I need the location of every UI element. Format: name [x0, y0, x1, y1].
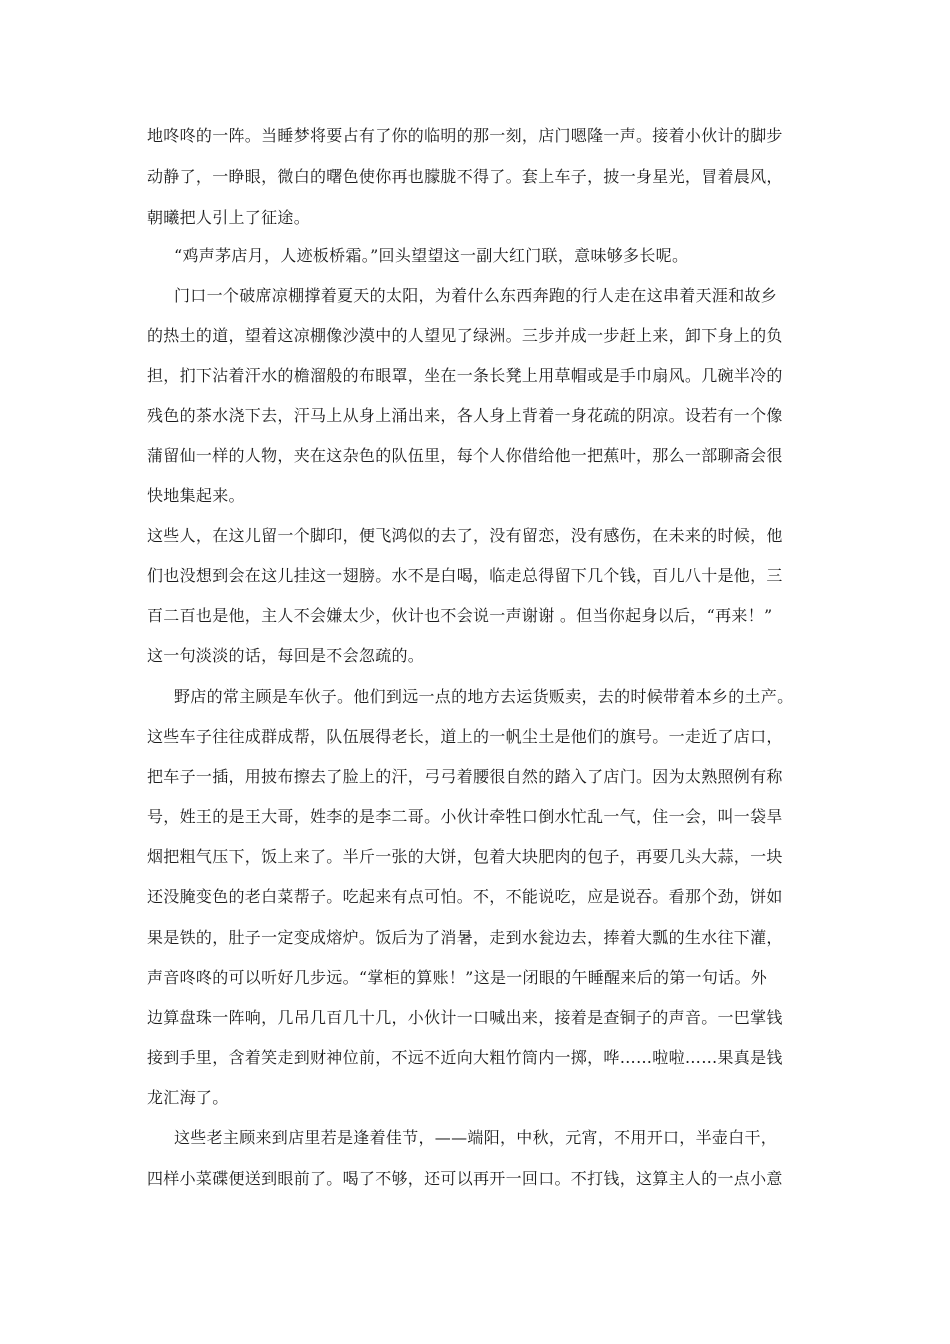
text-line: 百二百也是他，主人不会嫌太少，伙计也不会说一声谢谢 。但当你起身以后，“再来！” — [147, 606, 773, 625]
text-line: 边算盘珠一阵响，几吊几百几十几，小伙计一口喊出来，接着是查铜子的声音。一巴掌钱 — [147, 1008, 783, 1027]
text-line: 蒲留仙一样的人物，夹在这杂色的队伍里，每个人你借给他一把蕉叶，那么一部聊斋会很 — [147, 446, 783, 465]
text-line: 担，扪下沾着汗水的檐溜般的布眼罩，坐在一条长凳上用草帽或是手巾扇风。几碗半冷的 — [147, 366, 783, 385]
text-line: “鸡声茅店月，人迹板桥霜。”回头望望这一副大红门联，意味够多长呢。 — [174, 246, 689, 265]
text-line: 快地集起来。 — [147, 486, 245, 505]
text-line: 这些老主顾来到店里若是逢着佳节，——端阳，中秋，元宵，不用开口，半壶白干， — [174, 1128, 778, 1147]
text-line: 还没腌变色的老白菜帮子。吃起来有点可怕。不，不能说吃，应是说吞。看那个劲，饼如 — [147, 887, 783, 906]
text-line: 龙汇海了。 — [147, 1088, 229, 1107]
text-line: 的热土的道，望着这凉棚像沙漠中的人望见了绿洲。三步并成一步赶上来，卸下身上的负 — [147, 326, 783, 345]
text-line: 烟把粗气压下，饭上来了。半斤一张的大饼，包着大块肥肉的包子，再要几头大蒜，一块 — [147, 847, 783, 866]
text-line: 野店的常主顾是车伙子。他们到远一点的地方去运货贩卖，去的时候带着本乡的土产。 — [174, 687, 794, 706]
text-line: 声音咚咚的可以听好几步远。“掌柜的算账！”这是一闭眼的午睡醒来后的第一句话。外 — [147, 968, 768, 987]
text-line: 残色的茶水浇下去，汗马上从身上涌出来，各人身上背着一身花疏的阴凉。设若有一个像 — [147, 406, 783, 425]
text-line: 这一句淡淡的话，每回是不会忽疏的。 — [147, 646, 425, 665]
text-line: 四样小菜碟便送到眼前了。喝了不够，还可以再开一回口。不打钱，这算主人的一点小意 — [147, 1169, 783, 1188]
text-line: 门口一个破席凉棚撑着夏天的太阳，为着什么东西奔跑的行人走在这串着天涯和故乡 — [174, 286, 778, 305]
text-line: 把车子一插，用披布擦去了脸上的汗，弓弓着腰很自然的踏入了店门。因为太熟照例有称 — [147, 767, 783, 786]
text-line: 们也没想到会在这儿挂这一翅膀。水不是白喝，临走总得留下几个钱，百儿八十是他，三 — [147, 566, 783, 585]
text-line: 动静了，一睁眼，微白的曙色使你再也朦胧不得了。套上车子，披一身星光，冒着晨风， — [147, 167, 783, 186]
text-line: 这些人，在这儿留一个脚印，便飞鸿似的去了，没有留恋，没有感伤，在未来的时候，他 — [147, 526, 783, 545]
text-line: 这些车子往往成群成帮，队伍展得老长，道上的一帆尘土是他们的旗号。一走近了店口， — [147, 727, 783, 746]
text-line: 地咚咚的一阵。当睡梦将要占有了你的临明的那一刻，店门嗯隆一声。接着小伙计的脚步 — [147, 126, 783, 145]
text-line: 接到手里，含着笑走到财神位前，不远不近向大粗竹筒内一掷，哗……啦啦……果真是钱 — [147, 1048, 783, 1067]
text-line: 朝曦把人引上了征途。 — [147, 208, 311, 227]
text-line: 号，姓王的是王大哥，姓李的是李二哥。小伙计牵牲口倒水忙乱一气，住一会，叫一袋旱 — [147, 807, 783, 826]
text-line: 果是铁的，肚子一定变成熔炉。饭后为了消暑，走到水瓮边去，捧着大瓢的生水往下灌， — [147, 928, 783, 947]
